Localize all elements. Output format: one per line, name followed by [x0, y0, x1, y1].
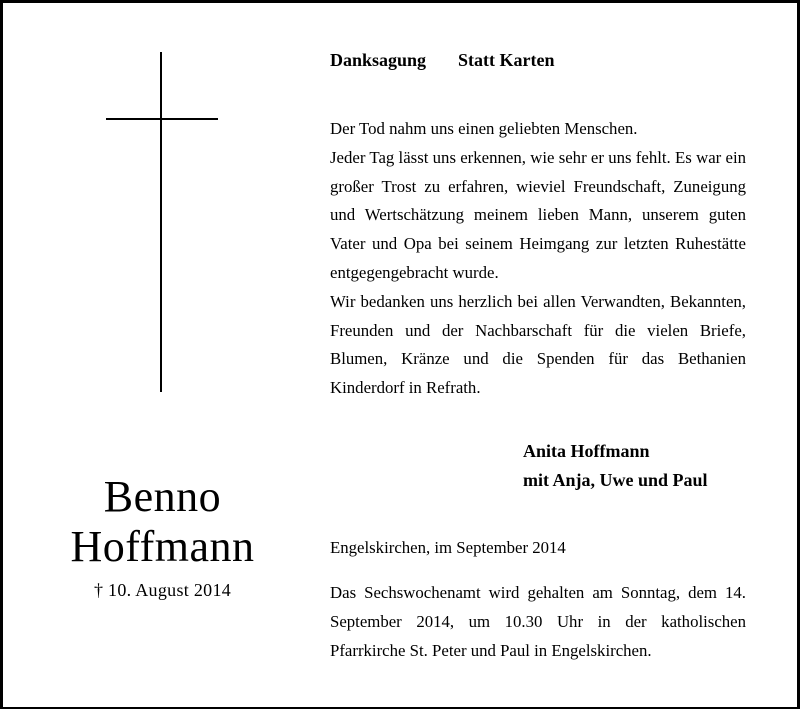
body-paragraph-3: Wir bedanken uns herzlich bei allen Verwandten, Bekannten, Freunden und der Nachbarschaft für die vielen Briefe, Blumen, Kränze und die Spenden für das Bethanien Kinderdorf in Refrath. [330, 291, 746, 398]
notice-header [330, 50, 555, 71]
header-danksagung: Danksagung [330, 50, 427, 70]
deceased-first-name: Benno [103, 472, 222, 521]
signature-line-1: Anita Hoffmann [523, 441, 650, 461]
death-date: † 10. August 2014 [93, 580, 232, 600]
signature-block [523, 437, 708, 495]
cross-icon [160, 52, 162, 392]
mass-notice: Das Sechswochenamt wird gehalten am Sonntag, dem 14. September 2014, um 10.30 Uhr in der katholischen Pfarrkirche St. Peter und Paul in Engelskirchen. [330, 583, 746, 660]
signature-line-2: mit Anja, Uwe und Paul [523, 470, 708, 490]
body-paragraph-1: Der Tod nahm uns einen geliebten Menschen. [330, 119, 638, 138]
header-statt-karten: Statt Karten [458, 50, 555, 70]
thank-you-text [330, 115, 746, 403]
deceased-block [40, 472, 285, 601]
place-date: Engelskirchen, im September 2014 [330, 538, 566, 557]
body-paragraph-2: Jeder Tag lässt uns erkennen, wie sehr er uns fehlt. Es war ein großer Trost zu erfahren, wieviel Freundschaft, Zuneigung und Wertschätzung meinem lieben Mann, unserem guten Vater und Opa bei seinem Heimgang zur letzten Ruhestätte entgegengebracht wurde. [330, 147, 746, 282]
deceased-last-name: Hoffmann [70, 522, 255, 571]
cross-icon-bar [106, 118, 218, 120]
